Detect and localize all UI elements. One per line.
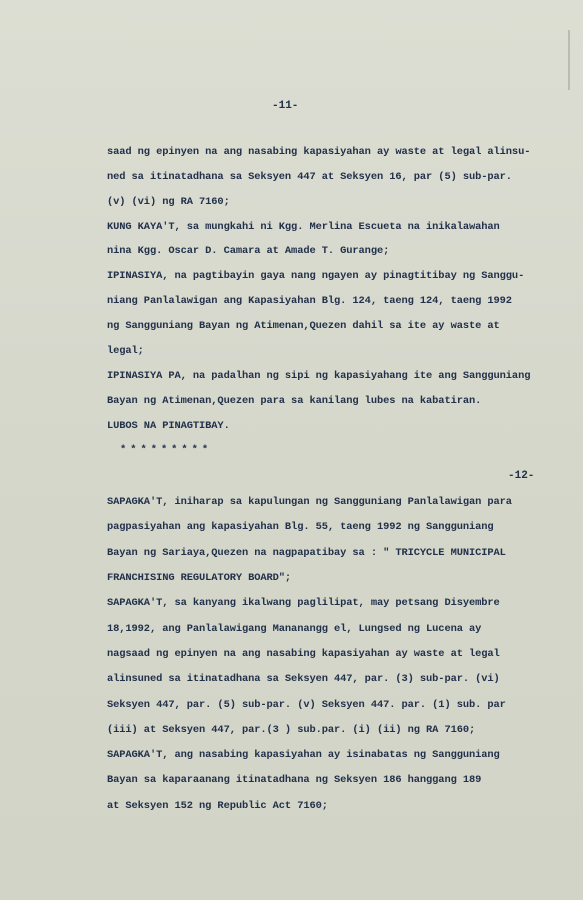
text-line: (v) (vi) ng RA 7160;: [107, 196, 230, 208]
text-line: SAPAGKA'T, iniharap sa kapulungan ng Sangguniang Panlalawigan para: [107, 496, 512, 508]
text-line: LUBOS NA PINAGTIBAY.: [107, 420, 230, 432]
text-line: nagsaad ng epinyen na ang nasabing kapasiyahan ay waste at legal: [107, 648, 500, 660]
text-line: ned sa itinatadhana sa Seksyen 447 at Seksyen 16, par (5) sub-par.: [107, 171, 512, 183]
text-line: at Seksyen 152 ng Republic Act 7160;: [107, 800, 328, 812]
page-number-11: -11-: [272, 100, 299, 112]
text-line: niang Panlalawigan ang Kapasiyahan Blg. 124, taeng 124, taeng 1992: [107, 295, 512, 307]
separator-stars: *********: [120, 444, 213, 456]
page-number-12: -12-: [508, 470, 535, 482]
page-edge-mark: [568, 30, 570, 90]
text-line: Bayan ng Sariaya,Quezen na nagpapatibay sa : " TRICYCLE MUNICIPAL: [107, 547, 506, 559]
text-line: 18,1992, ang Panlalawigang Mananangg el, Lungsed ng Lucena ay: [107, 623, 482, 635]
text-line: SAPAGKA'T, sa kanyang ikalwang paglilipat, may petsang Disyembre: [107, 597, 500, 609]
text-line: pagpasiyahan ang kapasiyahan Blg. 55, taeng 1992 ng Sangguniang: [107, 521, 494, 533]
text-line: Bayan ng Atimenan,Quezen para sa kanilang lubes na kabatiran.: [107, 395, 482, 407]
text-line: nina Kgg. Oscar D. Camara at Amade T. Gurange;: [107, 245, 390, 257]
text-line: saad ng epinyen na ang nasabing kapasiyahan ay waste at legal alinsu-: [107, 146, 531, 158]
text-line: FRANCHISING REGULATORY BOARD";: [107, 572, 292, 584]
text-line: alinsuned sa itinatadhana sa Seksyen 447, par. (3) sub-par. (vi): [107, 673, 500, 685]
text-line: Bayan sa kaparaanang itinatadhana ng Seksyen 186 hanggang 189: [107, 774, 482, 786]
text-line: ng Sangguniang Bayan ng Atimenan,Quezen dahil sa ite ay waste at: [107, 320, 500, 332]
text-line: IPINASIYA PA, na padalhan ng sipi ng kapasiyahang ite ang Sangguniang: [107, 370, 531, 382]
text-line: SAPAGKA'T, ang nasabing kapasiyahan ay isinabatas ng Sangguniang: [107, 749, 500, 761]
text-line: IPINASIYA, na pagtibayin gaya nang ngayen ay pinagtitibay ng Sanggu-: [107, 270, 525, 282]
text-line: KUNG KAYA'T, sa mungkahi ni Kgg. Merlina Escueta na inikalawahan: [107, 221, 500, 233]
text-line: (iii) at Seksyen 447, par.(3 ) sub.par. (i) (ii) ng RA 7160;: [107, 724, 476, 736]
text-line: Seksyen 447, par. (5) sub-par. (v) Seksyen 447. par. (1) sub. par: [107, 699, 506, 711]
text-line: legal;: [107, 345, 144, 357]
